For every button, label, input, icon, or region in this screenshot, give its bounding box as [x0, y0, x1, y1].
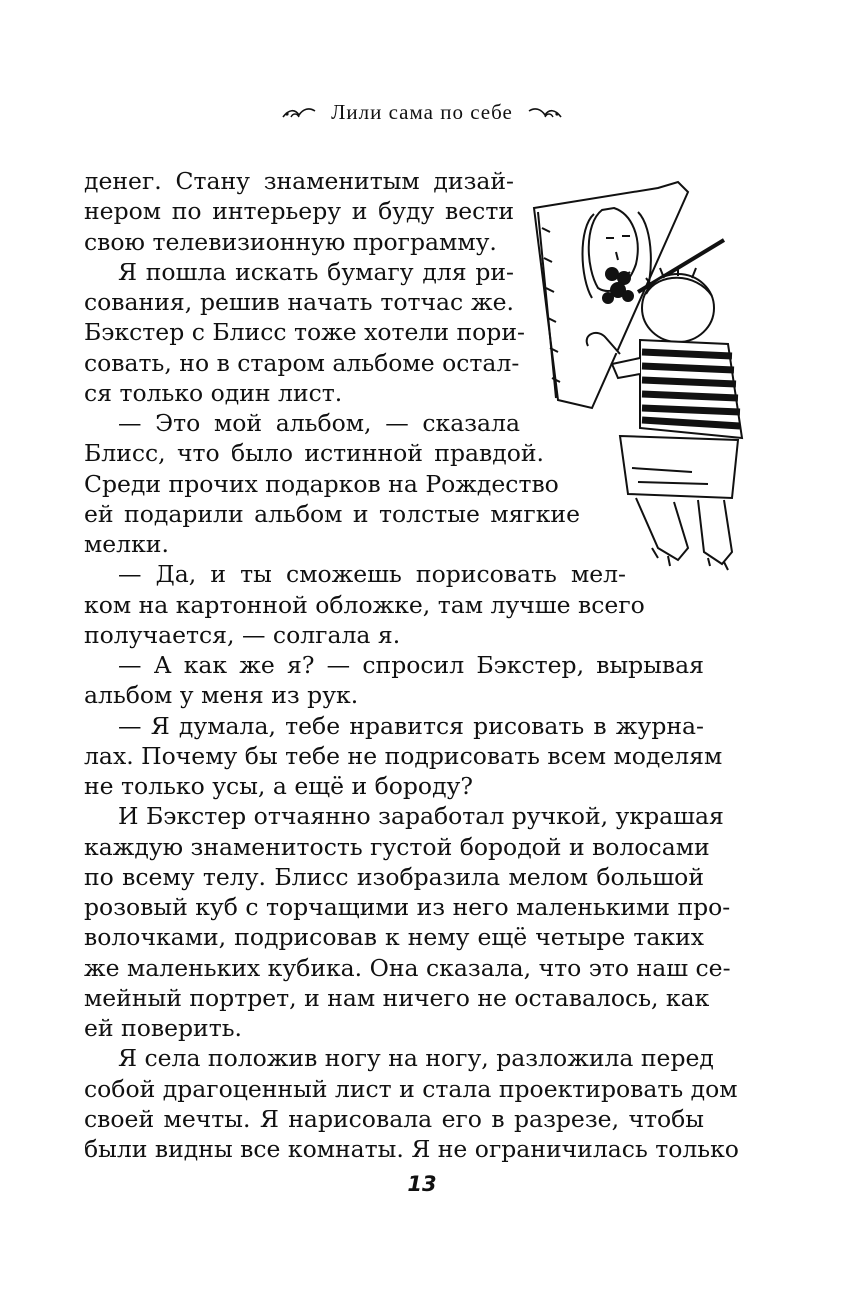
- running-header: [0, 100, 844, 125]
- text-line: мелки.: [84, 530, 169, 558]
- text-line: — Да, и ты сможешь порисовать мел-: [118, 560, 626, 588]
- text-line: — Это мой альбом, — сказала: [118, 409, 520, 437]
- text-line: альбом у меня из рук.: [84, 681, 359, 709]
- text-line: мейный портрет, и нам ничего не оставалось, как: [84, 984, 710, 1012]
- text-line: ся только один лист.: [84, 379, 343, 407]
- text-line: каждую знаменитость густой бородой и волосами: [84, 833, 710, 861]
- boy-drawing-illustration: [528, 168, 750, 578]
- running-title: Лили сама по себе: [331, 100, 513, 124]
- text-line: розовый куб с торчащими из него маленькими про-: [84, 893, 731, 921]
- page-number: 13: [407, 1172, 437, 1196]
- text-line: ей подарили альбом и толстые мягкие: [84, 500, 580, 528]
- text-line: сования, решив начать тотчас же.: [84, 288, 514, 316]
- text-line: Бэкстер с Блисс тоже хотели пори-: [84, 318, 525, 346]
- text-line: И Бэкстер отчаянно заработал ручкой, украшая: [118, 802, 724, 830]
- text-line: по всему телу. Блисс изобразила мелом большой: [84, 863, 704, 891]
- text-line: своей мечты. Я нарисовала его в разрезе, чтобы: [84, 1105, 704, 1133]
- text-line: Я села положив ногу на ногу, разложила перед: [118, 1044, 714, 1072]
- text-line: Я пошла искать бумагу для ри-: [118, 258, 514, 286]
- text-line: — Я думала, тебе нравится рисовать в журна-: [118, 712, 704, 740]
- right-ornament-icon: [527, 103, 563, 123]
- text-line: нером по интерьеру и буду вести: [84, 197, 514, 225]
- text-line: лах. Почему бы тебе не подрисовать всем моделям: [84, 742, 723, 770]
- text-line: — А как же я? — спросил Бэкстер, вырывая: [118, 651, 704, 679]
- text-line: совать, но в старом альбоме остал-: [84, 349, 520, 377]
- text-line: получается, — солгала я.: [84, 621, 401, 649]
- text-line: собой драгоценный лист и стала проектировать дом: [84, 1075, 738, 1103]
- text-line: же маленьких кубика. Она сказала, что это наш се-: [84, 954, 731, 982]
- text-line: Блисс, что было истинной правдой.: [84, 439, 544, 467]
- text-line: не только усы, а ещё и бороду?: [84, 772, 473, 800]
- left-ornament-icon: [281, 103, 317, 123]
- text-line: ей поверить.: [84, 1014, 242, 1042]
- text-line: свою телевизионную программу.: [84, 228, 497, 256]
- text-line: были видны все комнаты. Я не ограничилась только: [84, 1135, 739, 1163]
- text-line: ком на картонной обложке, там лучше всего: [84, 591, 645, 619]
- text-line: волочками, подрисовав к нему ещё четыре таких: [84, 923, 704, 951]
- text-line: денег. Стану знаменитым дизай-: [84, 167, 514, 195]
- text-line: Среди прочих подарков на Рождество: [84, 470, 559, 498]
